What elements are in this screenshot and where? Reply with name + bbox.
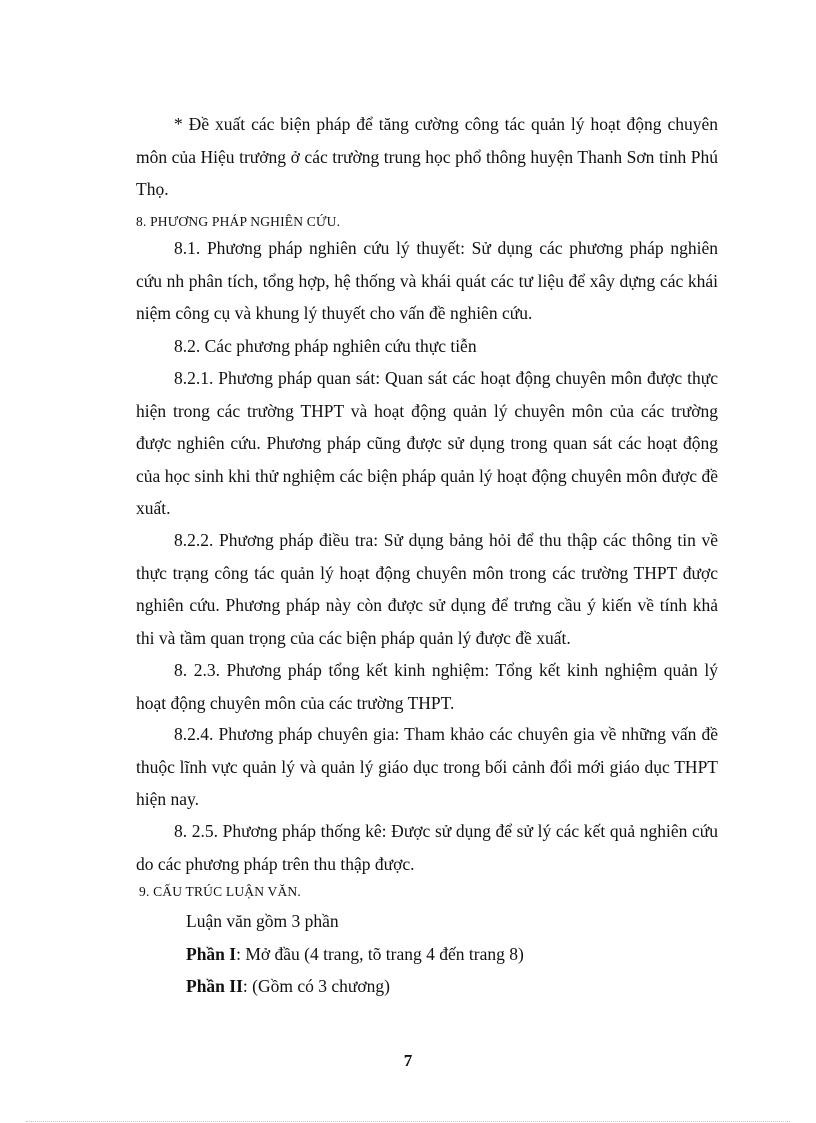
method-8-2-1-paragraph: 8.2.1. Phương pháp quan sát: Quan sát các hoạt động chuyên môn được thực hiện trong các trường THPT và hoạt động quản lý chuyên môn của các trường được nghiên cứu. Phương pháp cũng được sử dụng trong quan sát các hoạt động của học sinh khi thử nghiệm các biện pháp quản lý hoạt động chuyên môn được đề xuất. bbox=[136, 368, 718, 518]
part-1-text: : Mở đầu (4 trang, tõ trang 4 đến trang 8) bbox=[236, 944, 524, 964]
structure-intro: Luận văn gồm 3 phần bbox=[186, 911, 339, 931]
method-8-2-paragraph: 8.2. Các phương pháp nghiên cứu thực tiễn bbox=[174, 336, 477, 356]
proposal-paragraph: * Đề xuất các biện pháp để tăng cường công tác quản lý hoạt động chuyên môn của Hiệu trưởng ở các trường trung học phổ thông huyện Thanh Sơn tỉnh Phú Thọ. bbox=[136, 114, 718, 199]
part-2-line bbox=[186, 974, 390, 998]
part-2-label: Phần II bbox=[186, 976, 243, 996]
section-8-heading: 8. PHƯƠNG PHÁP NGHIÊN CỨU. bbox=[136, 214, 341, 229]
method-8-2-2-paragraph: 8.2.2. Phương pháp điều tra: Sử dụng bảng hỏi để thu thập các thông tin về thực trạng công tác quản lý hoạt động chuyên môn trong các trường THPT được nghiên cứu. Phương pháp này còn được sử dụng để trưng cầu ý kiến về tính khả thi và tầm quan trọng của các biện pháp quản lý được đề xuất. bbox=[136, 530, 718, 648]
page-bottom-divider bbox=[26, 1121, 790, 1122]
method-8-1-paragraph: 8.1. Phương pháp nghiên cứu lý thuyết: Sử dụng các phương pháp nghiên cứu nh phân tích, tổng hợp, hệ thống và khái quát các tư liệu để xây dựng các khái niệm công cụ và khung lý thuyết cho vấn đề nghiên cứu. bbox=[136, 238, 718, 323]
method-8-2-3-paragraph: 8. 2.3. Phương pháp tổng kết kinh nghiệm: Tổng kết kinh nghiệm quản lý hoạt động chuyên môn của các trường THPT. bbox=[136, 660, 718, 713]
part-1-label: Phần I bbox=[186, 944, 237, 964]
page-number: 7 bbox=[403, 1051, 413, 1070]
part-1-line bbox=[186, 942, 524, 966]
method-8-2-4-paragraph: 8.2.4. Phương pháp chuyên gia: Tham khảo các chuyên gia về những vấn đề thuộc lĩnh vực quản lý và quản lý giáo dục trong bối cảnh đổi mới giáo dục THPT hiện nay. bbox=[136, 724, 718, 809]
section-9-heading: 9. CẤU TRÚC LUẬN VĂN. bbox=[139, 884, 301, 899]
part-2-text: : (Gồm có 3 chương) bbox=[242, 976, 390, 996]
method-8-2-5-paragraph: 8. 2.5. Phương pháp thống kê: Được sử dụng để sử lý các kết quả nghiên cứu do các phương pháp trên thu thập được. bbox=[136, 821, 718, 874]
